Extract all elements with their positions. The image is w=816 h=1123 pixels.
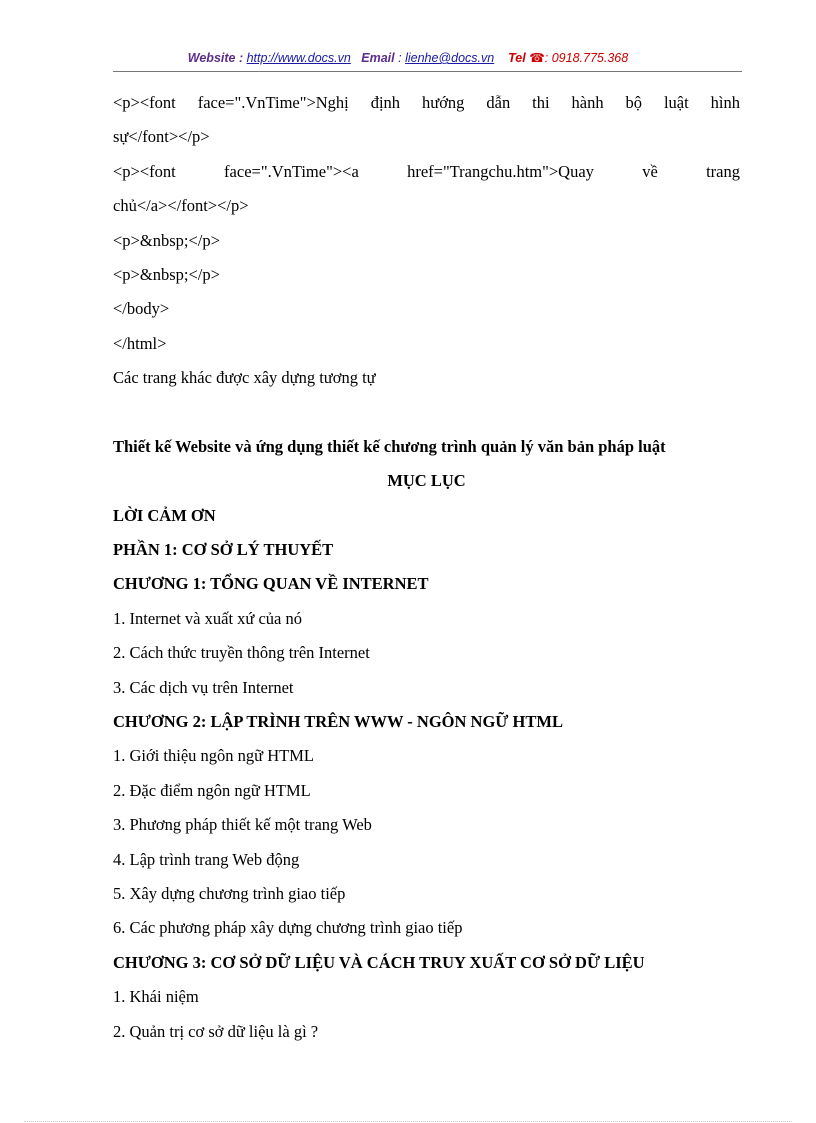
document-body	[113, 86, 740, 1049]
toc-item: 3. Các dịch vụ trên Internet	[113, 677, 294, 697]
code-line: </body>	[113, 299, 170, 319]
toc-item: 5. Xây dựng chương trình giao tiếp	[113, 883, 346, 903]
phone-number: : 0918.775.368	[544, 51, 629, 65]
header-divider	[113, 71, 742, 72]
toc-item: 4. Lập trình trang Web động	[113, 849, 300, 869]
paragraph-text: Các trang khác được xây dựng tương tự	[113, 368, 376, 388]
toc-item: 1. Giới thiệu ngôn ngữ HTML	[113, 746, 314, 766]
spacer	[113, 396, 740, 430]
email-separator: :	[398, 51, 402, 65]
email-label: Email	[361, 51, 395, 65]
tel-label: Tel	[508, 51, 526, 65]
code-line: </html>	[113, 333, 167, 353]
website-label: Website :	[187, 51, 244, 65]
toc-heading: LỜI CẢM ƠN	[113, 505, 216, 525]
toc-item: 2. Quản trị cơ sở dữ liệu là gì ?	[113, 1021, 319, 1041]
toc-heading: PHẦN 1: CƠ SỞ LÝ THUYẾT	[113, 540, 334, 560]
code-line: sự</font></p>	[113, 127, 210, 147]
table-of-contents	[113, 499, 740, 1049]
toc-item: 6. Các phương pháp xây dựng chương trình giao tiếp	[113, 918, 463, 938]
toc-item: 2. Cách thức truyền thông trên Internet	[113, 643, 370, 663]
toc-title: MỤC LỤC	[387, 471, 466, 491]
page-bottom-border	[24, 1121, 792, 1122]
phone-icon: ☎	[529, 51, 545, 65]
code-line: <p><font face=".VnTime"><a href="Trangchu.htm">Quay về trang	[113, 161, 740, 181]
email-link[interactable]: lienhe@docs.vn	[405, 51, 495, 65]
toc-item: 1. Internet và xuất xứ của nó	[113, 608, 303, 628]
code-line: <p>&nbsp;</p>	[113, 230, 220, 250]
document-title: Thiết kế Website và ứng dụng thiết kế chương trình quản lý văn bản pháp luật	[113, 436, 666, 456]
toc-heading: CHƯƠNG 1: TỔNG QUAN VỀ INTERNET	[113, 574, 429, 594]
code-line: <p>&nbsp;</p>	[113, 264, 220, 284]
code-line: chủ</a></font></p>	[113, 196, 249, 216]
toc-item: 2. Đặc điểm ngôn ngữ HTML	[113, 780, 311, 800]
code-line: <p><font face=".VnTime">Nghị định hướng dẫn thi hành bộ luật hình	[113, 93, 740, 112]
toc-item: 1. Khái niệm	[113, 987, 199, 1007]
toc-item: 3. Phương pháp thiết kế một trang Web	[113, 815, 372, 835]
toc-heading: CHƯƠNG 2: LẬP TRÌNH TRÊN WWW - NGÔN NGỮ HTML	[113, 712, 563, 732]
page-header	[0, 50, 816, 65]
website-link[interactable]: http://www.docs.vn	[246, 51, 351, 65]
toc-heading: CHƯƠNG 3: CƠ SỞ DỮ LIỆU VÀ CÁCH TRUY XUẤT CƠ SỞ DỮ LIỆU	[113, 952, 645, 972]
